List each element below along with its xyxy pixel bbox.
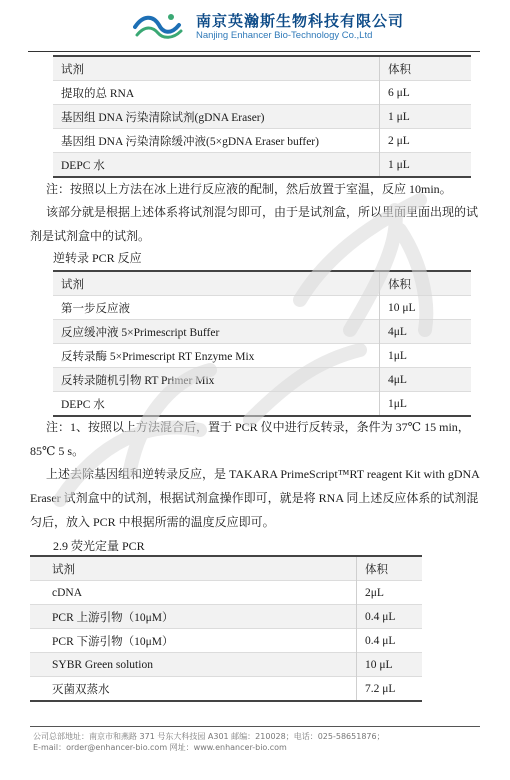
reagent-cell: 基因组 DNA 污染清除缓冲液(5×gDNA Eraser buffer) bbox=[61, 135, 319, 148]
table-row bbox=[30, 581, 422, 605]
table-row bbox=[30, 629, 422, 653]
table-row bbox=[53, 368, 471, 392]
company-name-en: Nanjing Enhancer Bio-Technology Co.,Ltd bbox=[196, 30, 373, 41]
table-row bbox=[53, 153, 471, 178]
footer-divider bbox=[30, 726, 480, 727]
reagent-cell: 灭菌双蒸水 bbox=[52, 683, 110, 696]
table-header-row bbox=[53, 56, 471, 81]
reagent-cell: DEPC 水 bbox=[61, 398, 105, 411]
footer-contact: E-mail：order@enhancer-bio.com 网址：www.enhancer-bio.com bbox=[33, 743, 287, 752]
reagent-cell: PCR 上游引物（10μM） bbox=[30, 605, 357, 629]
table-row bbox=[53, 296, 471, 320]
company-name-cn: 南京英瀚斯生物科技有限公司 bbox=[196, 12, 405, 30]
column-header-volume: 体积 bbox=[380, 56, 472, 81]
table-row bbox=[53, 392, 471, 417]
reagent-cell: 反应缓冲液 5×Primescript Buffer bbox=[53, 320, 380, 344]
table-header-row bbox=[30, 556, 422, 581]
reagent-cell: 提取的总 RNA bbox=[61, 87, 135, 100]
volume-cell: 6 μL bbox=[380, 81, 472, 105]
column-header-reagent: 试剂 bbox=[53, 271, 380, 296]
reagent-table-gdna-removal bbox=[53, 55, 471, 178]
table-row bbox=[53, 105, 471, 129]
reagent-cell: 反转录酶 5×Primescript RT Enzyme Mix bbox=[61, 350, 255, 363]
volume-cell: 0.4 μL bbox=[357, 629, 423, 653]
column-header-volume: 体积 bbox=[357, 556, 423, 581]
company-logo-icon bbox=[133, 9, 183, 43]
header-divider bbox=[28, 51, 480, 52]
footer-address: 公司总部地址：南京市和燕路 371 号东大科技园 A301 邮编：210028；电话：025-58651876； bbox=[33, 732, 385, 741]
document-header bbox=[0, 0, 510, 52]
table-row bbox=[53, 129, 471, 153]
table-header-row bbox=[53, 271, 471, 296]
column-header-volume: 体积 bbox=[380, 271, 472, 296]
table-row bbox=[30, 677, 422, 702]
table-row bbox=[30, 605, 422, 629]
column-header-reagent: 试剂 bbox=[30, 556, 357, 581]
volume-cell: 7.2 μL bbox=[357, 677, 423, 702]
reagent-cell: 基因组 DNA 污染清除试剂(gDNA Eraser) bbox=[53, 105, 380, 129]
reagent-cell: 第一步反应液 bbox=[61, 302, 130, 315]
paragraph-line: 该部分就是根据上述体系将试剂混匀即可，由于是试剂盒，所以里面里面出现的试 bbox=[46, 205, 479, 219]
reagent-cell: cDNA bbox=[52, 586, 83, 599]
reagent-cell: PCR 下游引物（10μM） bbox=[52, 635, 174, 648]
section-heading-qpcr: 2.9 荧光定量 PCR bbox=[53, 539, 145, 553]
table-row bbox=[53, 344, 471, 368]
reagent-cell: 反转录随机引物 RT Primer Mix bbox=[53, 368, 380, 392]
volume-cell: 10 μL bbox=[357, 653, 423, 677]
reagent-cell: SYBR Green solution bbox=[30, 653, 357, 677]
paragraph-line: 匀后，放入 PCR 中根据所需的温度反应即可。 bbox=[30, 515, 275, 529]
volume-cell: 1μL bbox=[380, 392, 472, 417]
volume-cell: 1 μL bbox=[380, 153, 472, 178]
table-row bbox=[53, 320, 471, 344]
table-row bbox=[53, 81, 471, 105]
table-row bbox=[30, 653, 422, 677]
paragraph-line: Eraser 试剂盒中的试剂，根据试剂盒操作即可，就是将 RNA 同上述反应体系的试剂混 bbox=[30, 491, 479, 505]
column-header-reagent: 试剂 bbox=[53, 56, 380, 81]
volume-cell: 4μL bbox=[380, 368, 472, 392]
section-heading-rt-pcr: 逆转录 PCR 反应 bbox=[53, 251, 142, 265]
volume-cell: 1μL bbox=[380, 344, 472, 368]
reagent-cell: DEPC 水 bbox=[53, 153, 380, 178]
reagent-table-qpcr bbox=[30, 555, 422, 702]
volume-cell: 10 μL bbox=[380, 296, 472, 320]
volume-cell: 2μL bbox=[357, 581, 423, 605]
volume-cell: 2 μL bbox=[380, 129, 472, 153]
volume-cell: 1 μL bbox=[380, 105, 472, 129]
paragraph-line: 剂是试剂盒中的试剂。 bbox=[30, 229, 151, 243]
volume-cell: 0.4 μL bbox=[357, 605, 423, 629]
note-gdna: 注：按照以上方法在冰上进行反应液的配制，然后放置于室温，反应 10min。 bbox=[46, 182, 452, 196]
paragraph-line: 85℃ 5 s。 bbox=[30, 444, 85, 458]
reagent-table-reverse-transcription bbox=[53, 270, 471, 417]
note-rt-conditions: 注：1、按照以上方法混合后，置于 PCR 仪中进行反转录，条件为 37℃ 15 min， bbox=[46, 420, 470, 434]
paragraph-line: 上述去除基因组和逆转录反应，是 TAKARA PrimeScript™RT reagent Kit with gDNA bbox=[46, 467, 480, 481]
volume-cell: 4μL bbox=[380, 320, 472, 344]
